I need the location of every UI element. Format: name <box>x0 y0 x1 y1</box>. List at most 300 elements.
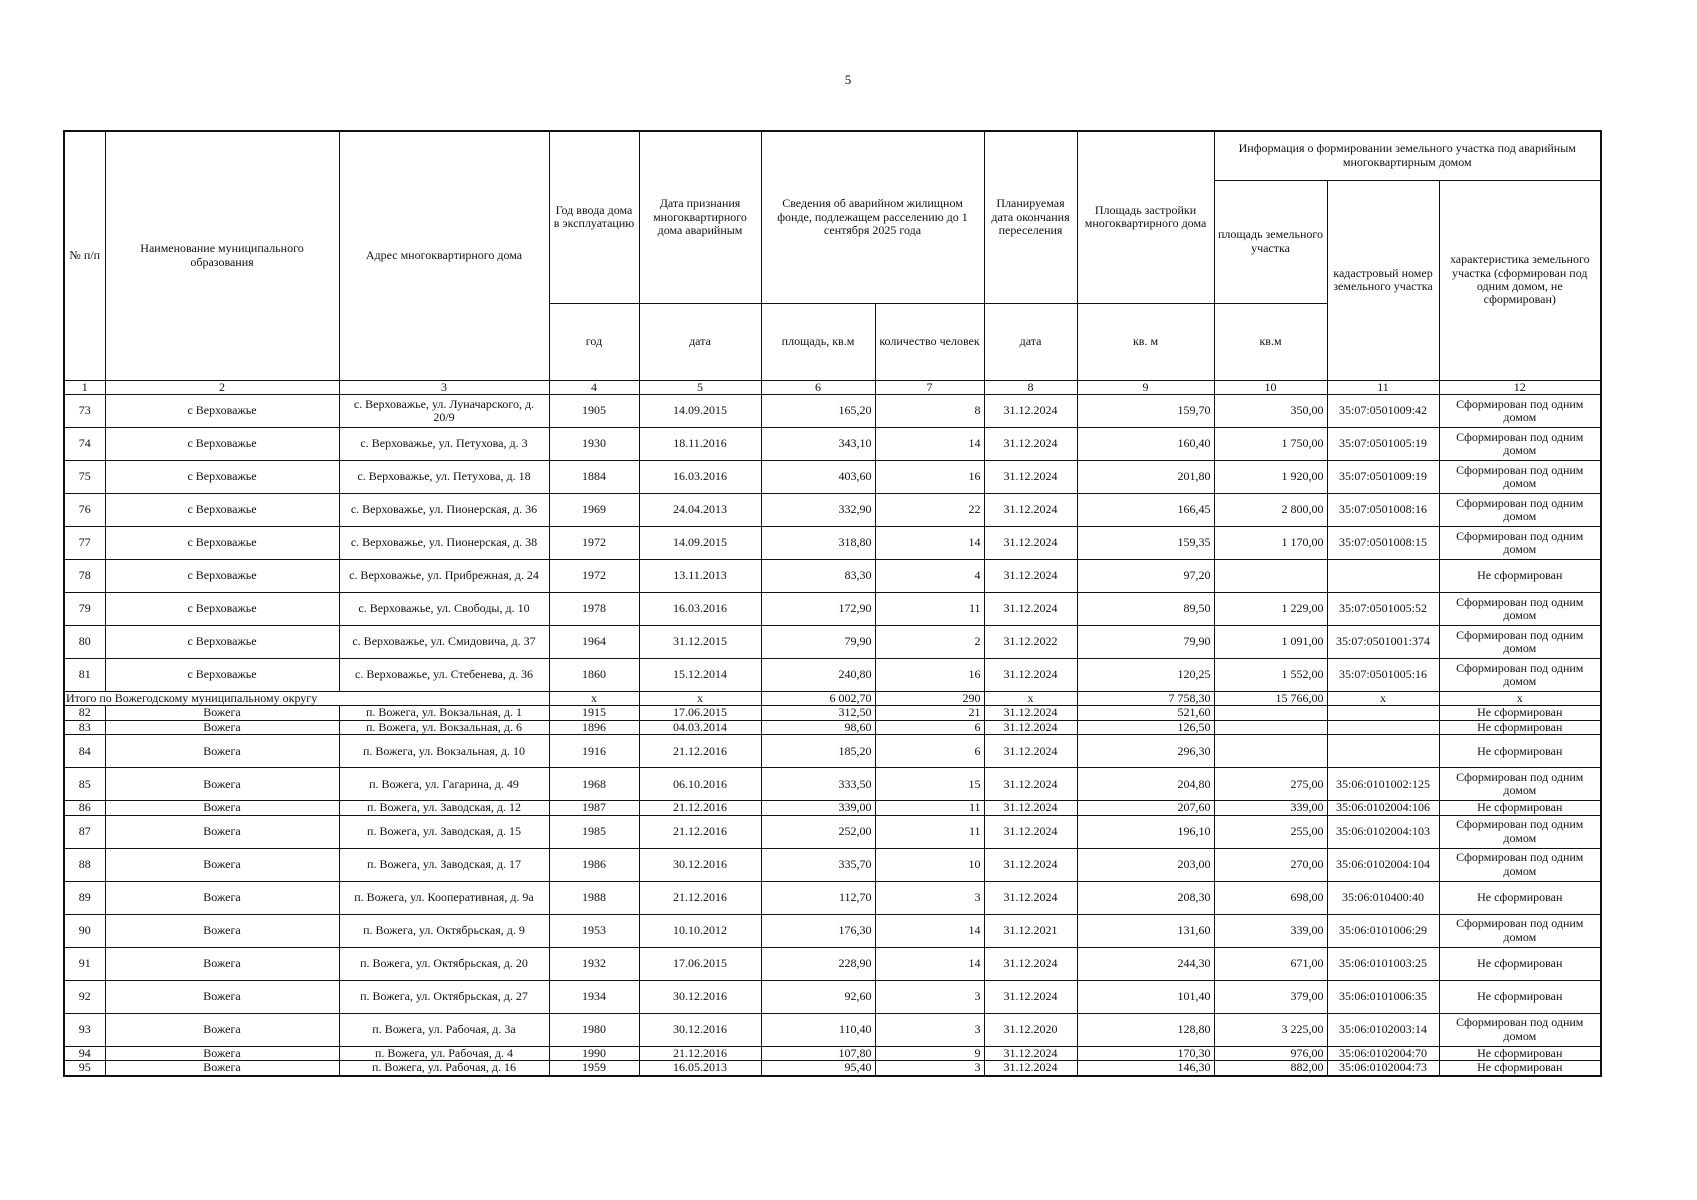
area-cell: 79,90 <box>761 625 875 658</box>
year-cell: 1905 <box>549 394 639 427</box>
end-date-cell: 31.12.2024 <box>984 947 1077 980</box>
year-cell: 1934 <box>549 980 639 1013</box>
year-cell: 1986 <box>549 848 639 881</box>
municipality-cell: с Верховажье <box>105 394 339 427</box>
cadastral-number-cell <box>1327 735 1439 768</box>
cadastral-number-cell: 35:07:0501008:16 <box>1327 493 1439 526</box>
land-status-cell: Не сформирован <box>1439 980 1601 1013</box>
address-cell: п. Вожега, ул. Кооперативная, д. 9а <box>339 881 549 914</box>
municipality-cell: с Верховажье <box>105 493 339 526</box>
municipality-cell: с Верховажье <box>105 460 339 493</box>
building-area-cell: 128,80 <box>1077 1013 1214 1046</box>
municipality-cell: Вожега <box>105 848 339 881</box>
land-status-cell: Не сформирован <box>1439 947 1601 980</box>
building-area-cell: 97,20 <box>1077 559 1214 592</box>
end-date-cell: 31.12.2022 <box>984 625 1077 658</box>
building-area-cell: 196,10 <box>1077 815 1214 848</box>
header-land-group: Информация о формировании земельного участка под аварийным многоквартирным домом <box>1214 131 1601 180</box>
row-number: 77 <box>64 526 105 559</box>
building-area-cell: 159,70 <box>1077 394 1214 427</box>
building-area-cell: 159,35 <box>1077 526 1214 559</box>
address-cell: п. Вожега, ул. Заводская, д. 12 <box>339 801 549 815</box>
header-characteristic: характеристика земельного участка (сформирован под одним домом, не сформирован) <box>1439 180 1601 380</box>
year-cell: 1930 <box>549 427 639 460</box>
building-area-cell: 79,90 <box>1077 625 1214 658</box>
cadastral-number-cell: 35:06:0102004:106 <box>1327 801 1439 815</box>
end-date-cell: 31.12.2024 <box>984 427 1077 460</box>
area-cell: 98,60 <box>761 720 875 734</box>
building-area-cell: 204,80 <box>1077 768 1214 801</box>
column-number: 12 <box>1439 380 1601 394</box>
building-area-cell: 131,60 <box>1077 914 1214 947</box>
table-row <box>64 1061 1601 1076</box>
table-row <box>64 394 1601 427</box>
table-row <box>64 658 1601 691</box>
area-cell: 343,10 <box>761 427 875 460</box>
emergency-housing-table <box>63 130 1602 1077</box>
area-cell: 107,80 <box>761 1046 875 1060</box>
recognition-date-cell: 21.12.2016 <box>639 1046 761 1060</box>
address-cell: п. Вожега, ул. Гагарина, д. 49 <box>339 768 549 801</box>
unit-people: количество человек <box>875 303 984 380</box>
area-cell: 333,50 <box>761 768 875 801</box>
table-row <box>64 706 1601 720</box>
land-status-cell: Сформирован под одним домом <box>1439 848 1601 881</box>
land-area-cell: 339,00 <box>1214 801 1327 815</box>
row-number: 74 <box>64 427 105 460</box>
building-area-cell: 89,50 <box>1077 592 1214 625</box>
recognition-date-cell: 30.12.2016 <box>639 980 761 1013</box>
row-number: 94 <box>64 1046 105 1060</box>
address-cell: п. Вожега, ул. Заводская, д. 15 <box>339 815 549 848</box>
total-year: x <box>549 691 639 705</box>
year-cell: 1916 <box>549 735 639 768</box>
people-cell: 3 <box>875 980 984 1013</box>
total-status: x <box>1439 691 1601 705</box>
cadastral-number-cell: 35:07:0501009:42 <box>1327 394 1439 427</box>
area-cell: 95,40 <box>761 1061 875 1076</box>
cadastral-number-cell: 35:07:0501009:19 <box>1327 460 1439 493</box>
land-status-cell: Не сформирован <box>1439 1061 1601 1076</box>
people-cell: 8 <box>875 394 984 427</box>
municipality-cell: Вожега <box>105 947 339 980</box>
year-cell: 1932 <box>549 947 639 980</box>
building-area-cell: 126,50 <box>1077 720 1214 734</box>
building-area-cell: 203,00 <box>1077 848 1214 881</box>
address-cell: с. Верховажье, ул. Луначарского, д. 20/9 <box>339 394 549 427</box>
row-number: 80 <box>64 625 105 658</box>
land-area-cell: 255,00 <box>1214 815 1327 848</box>
land-area-cell: 339,00 <box>1214 914 1327 947</box>
table-body-vozhega <box>64 706 1601 1076</box>
land-area-cell: 1 750,00 <box>1214 427 1327 460</box>
end-date-cell: 31.12.2024 <box>984 592 1077 625</box>
end-date-cell: 31.12.2024 <box>984 706 1077 720</box>
address-cell: с. Верховажье, ул. Прибрежная, д. 24 <box>339 559 549 592</box>
end-date-cell: 31.12.2024 <box>984 720 1077 734</box>
total-date: x <box>639 691 761 705</box>
end-date-cell: 31.12.2024 <box>984 526 1077 559</box>
area-cell: 339,00 <box>761 801 875 815</box>
cadastral-number-cell: 35:06:0102004:70 <box>1327 1046 1439 1060</box>
row-number: 93 <box>64 1013 105 1046</box>
address-cell: п. Вожега, ул. Рабочая, д. 3а <box>339 1013 549 1046</box>
land-area-cell: 275,00 <box>1214 768 1327 801</box>
year-cell: 1978 <box>549 592 639 625</box>
year-cell: 1953 <box>549 914 639 947</box>
land-status-cell: Не сформирован <box>1439 735 1601 768</box>
land-area-cell: 1 091,00 <box>1214 625 1327 658</box>
area-cell: 185,20 <box>761 735 875 768</box>
year-cell: 1964 <box>549 625 639 658</box>
people-cell: 3 <box>875 1061 984 1076</box>
recognition-date-cell: 14.09.2015 <box>639 526 761 559</box>
land-area-cell: 698,00 <box>1214 881 1327 914</box>
land-status-cell: Не сформирован <box>1439 801 1601 815</box>
people-cell: 14 <box>875 947 984 980</box>
unit-year: год <box>549 303 639 380</box>
municipality-cell: Вожега <box>105 801 339 815</box>
end-date-cell: 31.12.2024 <box>984 493 1077 526</box>
end-date-cell: 31.12.2024 <box>984 815 1077 848</box>
land-area-cell <box>1214 559 1327 592</box>
land-area-cell: 671,00 <box>1214 947 1327 980</box>
cadastral-number-cell <box>1327 720 1439 734</box>
row-number: 79 <box>64 592 105 625</box>
header-cadastral: кадастровый номер земельного участка <box>1327 180 1439 380</box>
recognition-date-cell: 24.04.2013 <box>639 493 761 526</box>
people-cell: 15 <box>875 768 984 801</box>
land-area-cell <box>1214 735 1327 768</box>
people-cell: 21 <box>875 706 984 720</box>
cadastral-number-cell: 35:06:0101006:35 <box>1327 980 1439 1013</box>
land-status-cell: Не сформирован <box>1439 559 1601 592</box>
table-row <box>64 592 1601 625</box>
row-number: 90 <box>64 914 105 947</box>
year-cell: 1968 <box>549 768 639 801</box>
building-area-cell: 207,60 <box>1077 801 1214 815</box>
end-date-cell: 31.12.2024 <box>984 848 1077 881</box>
building-area-cell: 244,30 <box>1077 947 1214 980</box>
cadastral-number-cell: 35:07:0501005:16 <box>1327 658 1439 691</box>
cadastral-number-cell: 35:06:0102003:14 <box>1327 1013 1439 1046</box>
address-cell: с. Верховажье, ул. Петухова, д. 18 <box>339 460 549 493</box>
table-row <box>64 768 1601 801</box>
year-cell: 1990 <box>549 1046 639 1060</box>
table-body-verkhovazhye <box>64 394 1601 691</box>
municipality-cell: Вожега <box>105 706 339 720</box>
recognition-date-cell: 16.03.2016 <box>639 592 761 625</box>
table-row <box>64 848 1601 881</box>
recognition-date-cell: 17.06.2015 <box>639 706 761 720</box>
header-planned-end: Планируемая дата окончания переселения <box>984 131 1077 303</box>
table-row <box>64 1013 1601 1046</box>
table-total <box>64 691 1601 705</box>
municipality-cell: Вожега <box>105 914 339 947</box>
address-cell: с. Верховажье, ул. Пионерская, д. 38 <box>339 526 549 559</box>
municipality-cell: Вожега <box>105 1061 339 1076</box>
people-cell: 14 <box>875 526 984 559</box>
area-cell: 110,40 <box>761 1013 875 1046</box>
land-status-cell: Сформирован под одним домом <box>1439 493 1601 526</box>
end-date-cell: 31.12.2024 <box>984 658 1077 691</box>
row-number: 86 <box>64 801 105 815</box>
year-cell: 1972 <box>549 559 639 592</box>
cadastral-number-cell <box>1327 559 1439 592</box>
address-cell: п. Вожега, ул. Вокзальная, д. 1 <box>339 706 549 720</box>
cadastral-number-cell: 35:06:0101003:25 <box>1327 947 1439 980</box>
row-number: 87 <box>64 815 105 848</box>
year-cell: 1985 <box>549 815 639 848</box>
address-cell: п. Вожега, ул. Рабочая, д. 4 <box>339 1046 549 1060</box>
area-cell: 240,80 <box>761 658 875 691</box>
address-cell: п. Вожега, ул. Рабочая, д. 16 <box>339 1061 549 1076</box>
header-land-area: площадь земельного участка <box>1214 180 1327 303</box>
cadastral-number-cell: 35:07:0501008:15 <box>1327 526 1439 559</box>
unit-build-sqm: кв. м <box>1077 303 1214 380</box>
table-row <box>64 559 1601 592</box>
land-status-cell: Сформирован под одним домом <box>1439 658 1601 691</box>
end-date-cell: 31.12.2024 <box>984 735 1077 768</box>
recognition-date-cell: 21.12.2016 <box>639 735 761 768</box>
end-date-cell: 31.12.2024 <box>984 881 1077 914</box>
end-date-cell: 31.12.2020 <box>984 1013 1077 1046</box>
table-row <box>64 881 1601 914</box>
recognition-date-cell: 14.09.2015 <box>639 394 761 427</box>
table-row <box>64 526 1601 559</box>
unit-land-sqm: кв.м <box>1214 303 1327 380</box>
address-cell: п. Вожега, ул. Октябрьская, д. 9 <box>339 914 549 947</box>
building-area-cell: 201,80 <box>1077 460 1214 493</box>
column-number: 10 <box>1214 380 1327 394</box>
municipality-cell: Вожега <box>105 815 339 848</box>
land-area-cell: 270,00 <box>1214 848 1327 881</box>
land-status-cell: Сформирован под одним домом <box>1439 526 1601 559</box>
area-cell: 335,70 <box>761 848 875 881</box>
people-cell: 14 <box>875 914 984 947</box>
row-number: 89 <box>64 881 105 914</box>
recognition-date-cell: 10.10.2012 <box>639 914 761 947</box>
recognition-date-cell: 06.10.2016 <box>639 768 761 801</box>
year-cell: 1915 <box>549 706 639 720</box>
recognition-date-cell: 04.03.2014 <box>639 720 761 734</box>
address-cell: с. Верховажье, ул. Стебенева, д. 36 <box>339 658 549 691</box>
people-cell: 3 <box>875 881 984 914</box>
end-date-cell: 31.12.2021 <box>984 914 1077 947</box>
people-cell: 6 <box>875 720 984 734</box>
cadastral-number-cell: 35:07:0501005:19 <box>1327 427 1439 460</box>
people-cell: 14 <box>875 427 984 460</box>
recognition-date-cell: 31.12.2015 <box>639 625 761 658</box>
people-cell: 16 <box>875 460 984 493</box>
total-area: 6 002,70 <box>761 691 875 705</box>
people-cell: 11 <box>875 801 984 815</box>
page-number: 5 <box>844 72 852 87</box>
row-number: 82 <box>64 706 105 720</box>
header-recognition-date: Дата признания многоквартирного дома аварийным <box>639 131 761 303</box>
building-area-cell: 146,30 <box>1077 1061 1214 1076</box>
building-area-cell: 120,25 <box>1077 658 1214 691</box>
land-status-cell: Не сформирован <box>1439 706 1601 720</box>
column-number-row <box>64 380 1601 394</box>
area-cell: 83,30 <box>761 559 875 592</box>
table-row <box>64 493 1601 526</box>
municipality-cell: Вожега <box>105 720 339 734</box>
row-number: 92 <box>64 980 105 1013</box>
area-cell: 332,90 <box>761 493 875 526</box>
table-row <box>64 460 1601 493</box>
land-area-cell: 379,00 <box>1214 980 1327 1013</box>
column-number: 4 <box>549 380 639 394</box>
land-status-cell: Сформирован под одним домом <box>1439 768 1601 801</box>
building-area-cell: 521,60 <box>1077 706 1214 720</box>
municipality-cell: Вожега <box>105 881 339 914</box>
land-status-cell: Сформирован под одним домом <box>1439 427 1601 460</box>
recognition-date-cell: 15.12.2014 <box>639 658 761 691</box>
header-emergency-fund: Сведения об аварийном жилищном фонде, подлежащем расселению до 1 сентября 2025 года <box>761 131 984 303</box>
table-row <box>64 1046 1601 1060</box>
address-cell: п. Вожега, ул. Вокзальная, д. 6 <box>339 720 549 734</box>
address-cell: с. Верховажье, ул. Свободы, д. 10 <box>339 592 549 625</box>
table-row <box>64 427 1601 460</box>
area-cell: 92,60 <box>761 980 875 1013</box>
area-cell: 165,20 <box>761 394 875 427</box>
building-area-cell: 160,40 <box>1077 427 1214 460</box>
year-cell: 1980 <box>549 1013 639 1046</box>
year-cell: 1959 <box>549 1061 639 1076</box>
table-row <box>64 914 1601 947</box>
people-cell: 4 <box>875 559 984 592</box>
land-area-cell: 882,00 <box>1214 1061 1327 1076</box>
row-number: 84 <box>64 735 105 768</box>
total-land: 15 766,00 <box>1214 691 1327 705</box>
table-row <box>64 815 1601 848</box>
unit-area: площадь, кв.м <box>761 303 875 380</box>
people-cell: 6 <box>875 735 984 768</box>
row-number: 83 <box>64 720 105 734</box>
land-status-cell: Сформирован под одним домом <box>1439 914 1601 947</box>
year-cell: 1860 <box>549 658 639 691</box>
people-cell: 9 <box>875 1046 984 1060</box>
municipality-cell: Вожега <box>105 1013 339 1046</box>
year-cell: 1987 <box>549 801 639 815</box>
end-date-cell: 31.12.2024 <box>984 559 1077 592</box>
area-cell: 228,90 <box>761 947 875 980</box>
row-number: 73 <box>64 394 105 427</box>
total-cadastral: x <box>1327 691 1439 705</box>
address-cell: с. Верховажье, ул. Петухова, д. 3 <box>339 427 549 460</box>
cadastral-number-cell: 35:06:0102004:103 <box>1327 815 1439 848</box>
column-number: 11 <box>1327 380 1439 394</box>
recognition-date-cell: 18.11.2016 <box>639 427 761 460</box>
land-status-cell: Не сформирован <box>1439 881 1601 914</box>
total-label: Итого по Вожегодскому муниципальному округу <box>64 691 549 705</box>
year-cell: 1972 <box>549 526 639 559</box>
recognition-date-cell: 16.03.2016 <box>639 460 761 493</box>
end-date-cell: 31.12.2024 <box>984 1061 1077 1076</box>
land-status-cell: Не сформирован <box>1439 1046 1601 1060</box>
area-cell: 403,60 <box>761 460 875 493</box>
row-number: 95 <box>64 1061 105 1076</box>
land-status-cell: Сформирован под одним домом <box>1439 625 1601 658</box>
people-cell: 2 <box>875 625 984 658</box>
recognition-date-cell: 30.12.2016 <box>639 1013 761 1046</box>
address-cell: с. Верховажье, ул. Пионерская, д. 36 <box>339 493 549 526</box>
column-number: 8 <box>984 380 1077 394</box>
building-area-cell: 170,30 <box>1077 1046 1214 1060</box>
table-row <box>64 947 1601 980</box>
land-area-cell: 1 170,00 <box>1214 526 1327 559</box>
header-number: № п/п <box>64 131 105 380</box>
land-area-cell <box>1214 706 1327 720</box>
building-area-cell: 208,30 <box>1077 881 1214 914</box>
cadastral-number-cell: 35:06:0101002:125 <box>1327 768 1439 801</box>
table-row <box>64 625 1601 658</box>
cadastral-number-cell: 35:06:0102004:73 <box>1327 1061 1439 1076</box>
recognition-date-cell: 21.12.2016 <box>639 815 761 848</box>
recognition-date-cell: 13.11.2013 <box>639 559 761 592</box>
municipality-cell: Вожега <box>105 1046 339 1060</box>
total-people: 290 <box>875 691 984 705</box>
end-date-cell: 31.12.2024 <box>984 460 1077 493</box>
table-row <box>64 980 1601 1013</box>
area-cell: 112,70 <box>761 881 875 914</box>
address-cell: п. Вожега, ул. Вокзальная, д. 10 <box>339 735 549 768</box>
land-status-cell: Сформирован под одним домом <box>1439 815 1601 848</box>
building-area-cell: 166,45 <box>1077 493 1214 526</box>
land-status-cell: Сформирован под одним домом <box>1439 1013 1601 1046</box>
land-area-cell: 1 920,00 <box>1214 460 1327 493</box>
row-number: 75 <box>64 460 105 493</box>
row-number: 78 <box>64 559 105 592</box>
land-area-cell: 3 225,00 <box>1214 1013 1327 1046</box>
year-cell: 1896 <box>549 720 639 734</box>
unit-date: дата <box>639 303 761 380</box>
cadastral-number-cell: 35:06:0101006:29 <box>1327 914 1439 947</box>
building-area-cell: 296,30 <box>1077 735 1214 768</box>
cadastral-number-cell: 35:07:0501005:52 <box>1327 592 1439 625</box>
address-cell: п. Вожега, ул. Октябрьская, д. 27 <box>339 980 549 1013</box>
people-cell: 3 <box>875 1013 984 1046</box>
end-date-cell: 31.12.2024 <box>984 980 1077 1013</box>
year-cell: 1969 <box>549 493 639 526</box>
people-cell: 22 <box>875 493 984 526</box>
municipality-cell: с Верховажье <box>105 427 339 460</box>
column-number: 1 <box>64 380 105 394</box>
column-number: 7 <box>875 380 984 394</box>
table-row <box>64 720 1601 734</box>
cadastral-number-cell: 35:06:0102004:104 <box>1327 848 1439 881</box>
recognition-date-cell: 21.12.2016 <box>639 801 761 815</box>
header-building-area: Площадь застройки многоквартирного дома <box>1077 131 1214 303</box>
recognition-date-cell: 30.12.2016 <box>639 848 761 881</box>
table-row <box>64 735 1601 768</box>
total-build: 7 758,30 <box>1077 691 1214 705</box>
header-year: Год ввода дома в эксплуатацию <box>549 131 639 303</box>
total-end: x <box>984 691 1077 705</box>
unit-end-date: дата <box>984 303 1077 380</box>
area-cell: 176,30 <box>761 914 875 947</box>
people-cell: 11 <box>875 815 984 848</box>
address-cell: п. Вожега, ул. Октябрьская, д. 20 <box>339 947 549 980</box>
people-cell: 16 <box>875 658 984 691</box>
row-number: 76 <box>64 493 105 526</box>
table-row <box>64 801 1601 815</box>
column-number: 6 <box>761 380 875 394</box>
land-area-cell: 1 552,00 <box>1214 658 1327 691</box>
municipality-cell: Вожега <box>105 980 339 1013</box>
column-number: 3 <box>339 380 549 394</box>
